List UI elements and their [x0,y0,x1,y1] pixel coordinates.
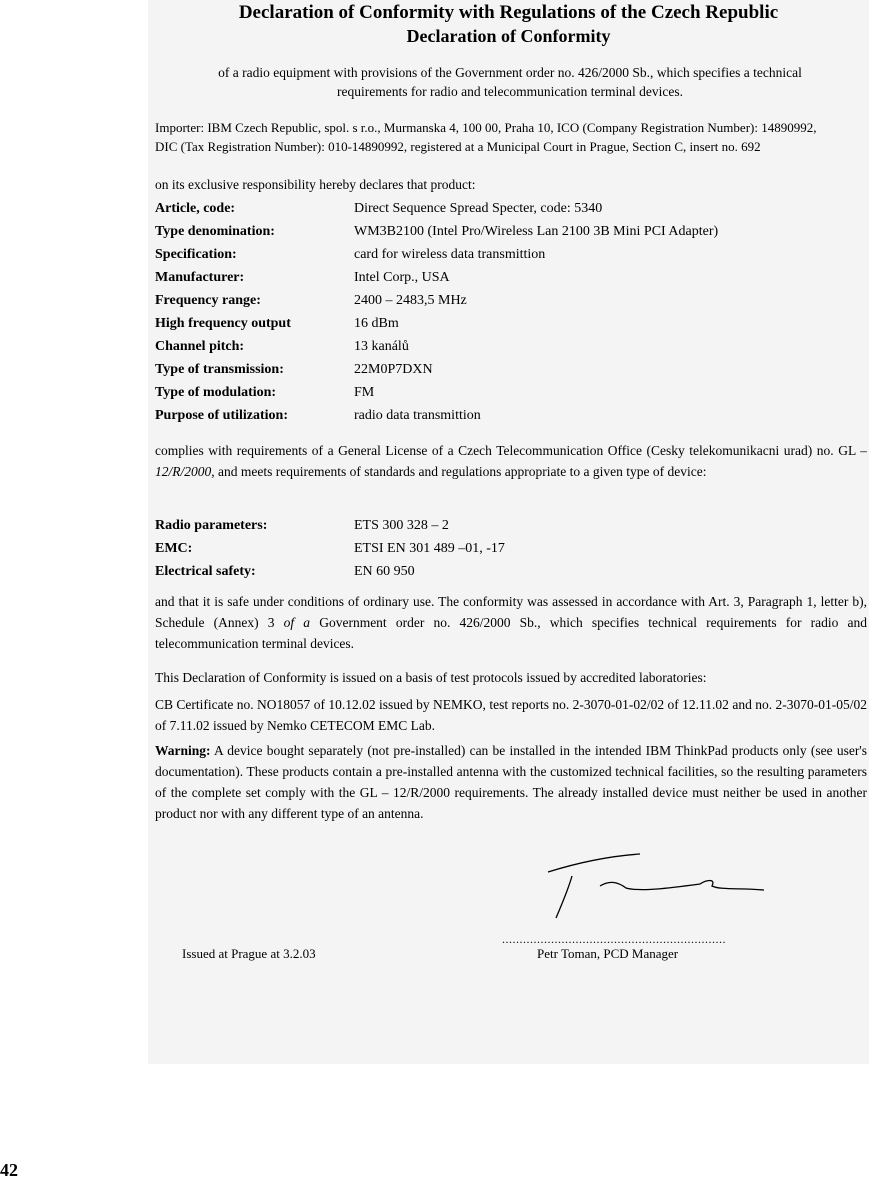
spec-value: card for wireless data transmittion [354,246,546,262]
safety-text-c: Government order no. 426/2000 Sb., which specifies technical requirements for radio and telecommunication terminal devices. [155,615,868,651]
spec-label: Manufacturer: [155,269,245,285]
standard-row [155,560,867,583]
complies-text-c: , and meets requirements of standards and regulations appropriate to a given type of device: [211,464,707,479]
spec-row [155,335,867,358]
spec-row [155,312,867,335]
spec-label: Specification: [155,246,237,262]
safety-text-italic: of a [283,615,311,630]
complies-text [155,440,867,482]
spec-label: Type of modulation: [155,384,277,400]
spec-label: Channel pitch: [155,338,245,354]
signature-line: ................................................................ [502,932,726,946]
page-title: Declaration of Conformity with Regulations of the Czech Republic [238,2,779,23]
certificate-text: CB Certificate no. NO18057 of 10.12.02 issued by NEMKO, test reports no. 2-3070-01-02/02 of 12.11.02 and no. 2-3070-01-05/02 of 7.11.02 issued by Nemko CETECOM EMC Lab. [155,697,867,733]
signer-name: Petr Toman, PCD Manager [537,946,679,961]
spec-value: FM [354,384,375,400]
page-subtitle: Declaration of Conformity [406,26,611,46]
spec-row [155,381,867,404]
complies-text-a: complies with requirements of a General License of a Czech Telecommunication Office (Cesky telekomunikacni urad) no. GL – [155,443,867,458]
warning-label: Warning: [155,743,211,758]
spec-row [155,220,867,243]
license-number: 12/R/2000 [155,464,212,479]
spec-label: Frequency range: [155,292,261,308]
spec-value: radio data transmittion [354,407,481,423]
intro-line-1: of a radio equipment with provisions of the Government order no. 426/2000 Sb., which specifies a technical [218,65,802,80]
spec-value: 16 dBm [354,315,399,331]
spec-value: Direct Sequence Spread Specter, code: 5340 [354,200,603,216]
standards-list [155,514,867,583]
spec-label: Type denomination: [155,223,275,239]
spec-row [155,289,867,312]
spec-value: 2400 – 2483,5 MHz [354,292,467,308]
issued-text: Issued at Prague at 3.2.03 [182,946,316,961]
spec-value: Intel Corp., USA [354,269,450,285]
intro-line-2: requirements for radio and telecommunication terminal devices. [337,84,683,99]
standard-value: ETS 300 328 – 2 [354,517,449,533]
basis-text: This Declaration of Conformity is issued on a basis of test protocols issued by accredited laboratories: [155,670,707,685]
spec-row [155,266,867,289]
spec-row [155,404,867,427]
standard-label: Electrical safety: [155,563,256,579]
importer-line-1: Importer: IBM Czech Republic, spol. s r.o., Murmanska 4, 100 00, Praha 10, ICO (Company Registration Number): 14890992, [155,120,817,135]
safety-text [155,591,867,654]
importer-info [155,118,867,156]
standard-value: EN 60 950 [354,563,415,579]
standard-label: EMC: [155,540,193,556]
warning-body: A device bought separately (not pre-installed) can be installed in the intended IBM ThinkPad products only (see user's documentation). These products contain a pre-installed antenna with the customized technical facilities, so the resulting parameters of the complete set comply with the GL – 12/R/2000 requirements. The already installed device must neither be used in another product nor with any different type of an antenna. [155,743,867,821]
spec-label: High frequency output [155,315,291,331]
safety-text-a: and that it is safe under conditions of ordinary use. The conformity was assessed in accordance with Art. 3, Paragraph 1, letter b), Schedule (Annex) 3 [155,594,867,630]
spec-value: 13 kanálů [354,338,409,354]
standard-row [155,537,867,560]
warning-text [155,740,867,824]
signature-image [530,848,800,928]
standard-label: Radio parameters: [155,517,268,533]
importer-line-2: DIC (Tax Registration Number): 010-14890992, registered at a Municipal Court in Prague, Section C, insert no. 692 [155,139,761,154]
spec-label: Purpose of utilization: [155,407,288,423]
standard-row [155,514,867,537]
spec-label: Article, code: [155,200,236,216]
standard-value: ETSI EN 301 489 –01, -17 [354,540,505,556]
page-number: 42 [0,1160,18,1180]
spec-row [155,358,867,381]
spec-label: Type of transmission: [155,361,284,377]
product-specs [155,197,867,427]
spec-value: 22M0P7DXN [354,361,433,377]
spec-row [155,243,867,266]
spec-value: WM3B2100 (Intel Pro/Wireless Lan 2100 3B Mini PCI Adapter) [354,223,719,239]
spec-row [155,197,867,220]
intro-text [160,63,860,101]
declares-text: on its exclusive responsibility hereby declares that product: [155,177,476,192]
